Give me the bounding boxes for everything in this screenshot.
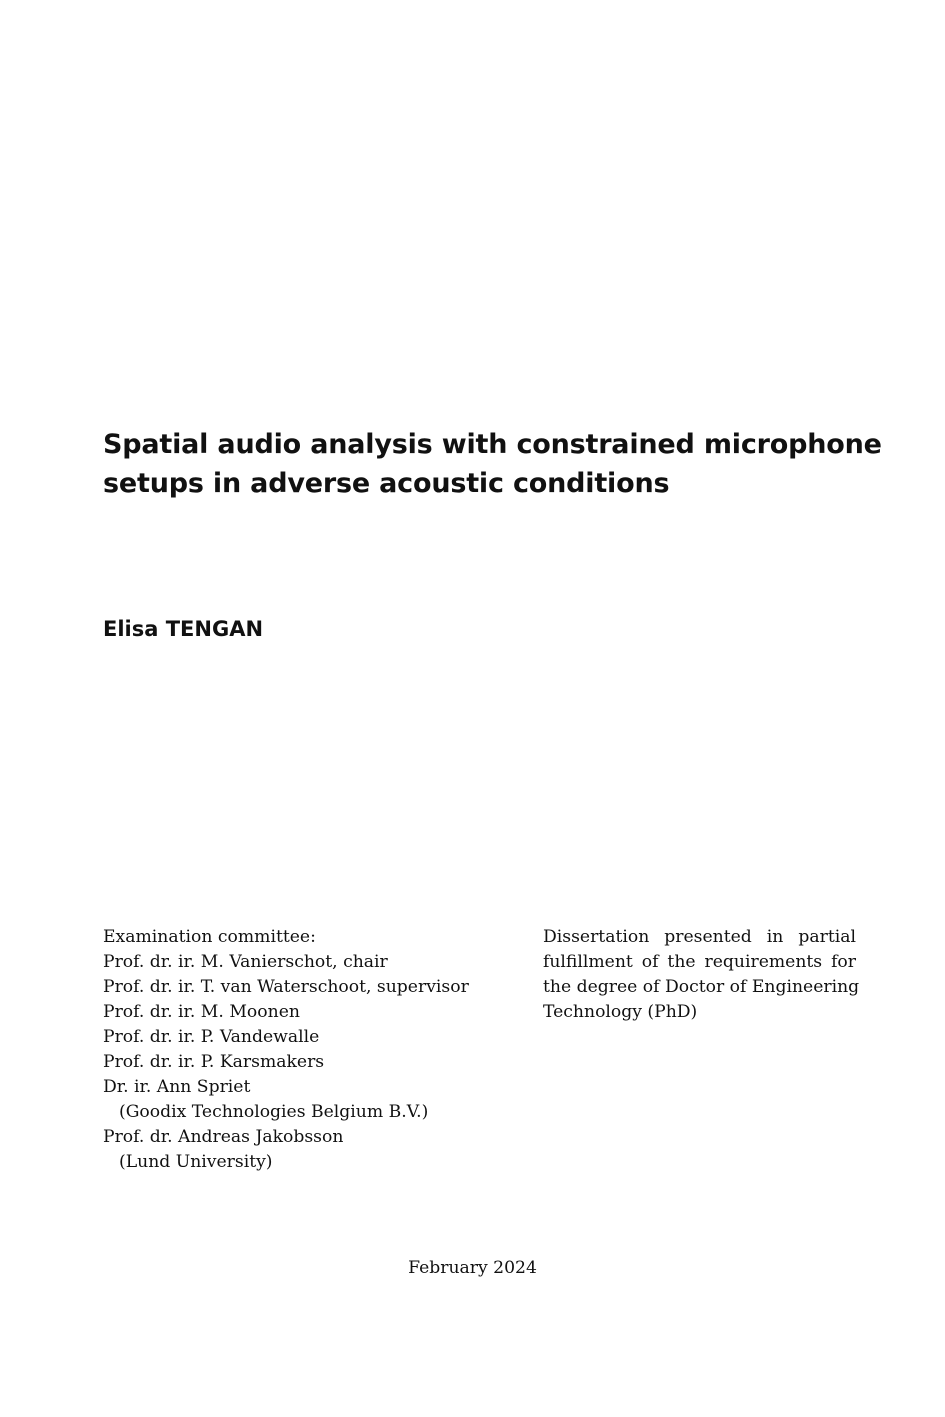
committee-member: Prof. dr. Andreas Jakobsson: [103, 1127, 344, 1147]
committee-heading: Examination committee:: [103, 927, 316, 947]
dissertation-line: the degree of Doctor of Engineering: [543, 977, 860, 997]
thesis-title-line-1: Spatial audio analysis with constrained microphone: [103, 429, 882, 460]
committee-member: Prof. dr. ir. T. van Waterschoot, supervisor: [103, 977, 469, 997]
dissertation-line: Technology (PhD): [543, 1002, 698, 1022]
committee-member: Prof. dr. ir. M. Moonen: [103, 1002, 300, 1022]
committee-member: Prof. dr. ir. P. Vandewalle: [103, 1027, 320, 1047]
committee-member-affiliation: (Lund University): [119, 1152, 273, 1172]
dissertation-line: Dissertation presented in partial: [543, 927, 856, 947]
committee-member: Prof. dr. ir. M. Vanierschot, chair: [103, 952, 388, 972]
author-name: Elisa TENGAN: [103, 617, 264, 641]
dissertation-line: fulfillment of the requirements for: [543, 952, 856, 972]
committee-member: Dr. ir. Ann Spriet: [103, 1077, 251, 1097]
committee-member-affiliation: (Goodix Technologies Belgium B.V.): [119, 1102, 429, 1122]
publication-date: February 2024: [408, 1258, 537, 1278]
dissertation-statement: [543, 925, 860, 1025]
committee-member: Prof. dr. ir. P. Karsmakers: [103, 1052, 325, 1072]
thesis-title: [103, 425, 882, 503]
thesis-title-line-2: setups in adverse acoustic conditions: [103, 468, 670, 499]
examination-committee: [103, 925, 523, 1175]
